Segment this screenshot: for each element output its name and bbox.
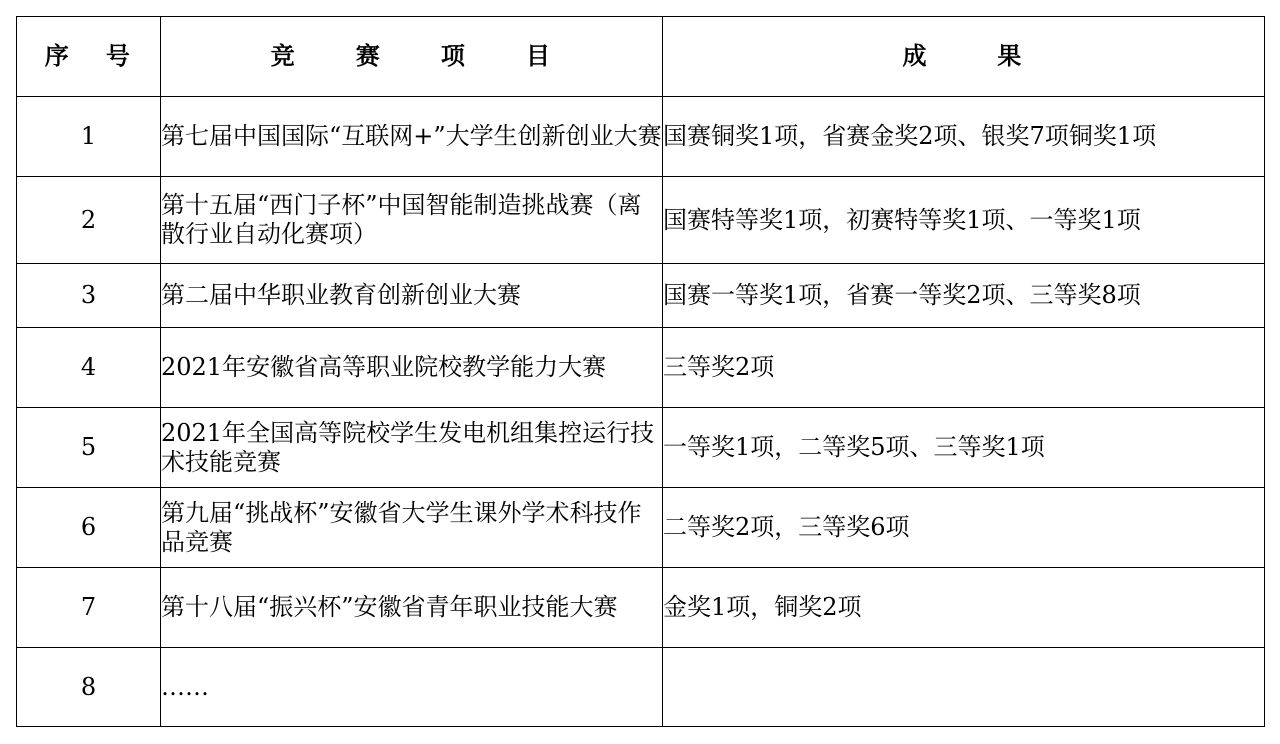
row-index: 1 xyxy=(17,97,161,177)
row-index: 3 xyxy=(17,264,161,328)
row-result: 金奖1项，铜奖2项 xyxy=(663,568,1265,648)
row-result xyxy=(663,648,1265,727)
row-project: 2021年全国高等院校学生发电机组集控运行技术技能竞赛 xyxy=(161,408,663,488)
competition-results-table xyxy=(16,16,1265,727)
table-row xyxy=(17,177,1265,264)
row-index: 7 xyxy=(17,568,161,648)
row-result: 国赛特等奖1项，初赛特等奖1项、一等奖1项 xyxy=(663,177,1265,264)
table-row xyxy=(17,264,1265,328)
row-result: 国赛一等奖1项，省赛一等奖2项、三等奖8项 xyxy=(663,264,1265,328)
row-result: 一等奖1项，二等奖5项、三等奖1项 xyxy=(663,408,1265,488)
row-index: 6 xyxy=(17,488,161,568)
row-index: 2 xyxy=(17,177,161,264)
table-row xyxy=(17,648,1265,727)
row-project: 2021年安徽省高等职业院校教学能力大赛 xyxy=(161,328,663,408)
header-result: 成 果 xyxy=(663,17,1265,97)
table-row xyxy=(17,328,1265,408)
header-index: 序 号 xyxy=(17,17,161,97)
table-row xyxy=(17,408,1265,488)
row-result: 国赛铜奖1项，省赛金奖2项、银奖7项铜奖1项 xyxy=(663,97,1265,177)
row-result: 二等奖2项，三等奖6项 xyxy=(663,488,1265,568)
header-project: 竞 赛 项 目 xyxy=(161,17,663,97)
row-project: 第十五届“西门子杯”中国智能制造挑战赛（离散行业自动化赛项） xyxy=(161,177,663,264)
row-project: 第七届中国国际“互联网+”大学生创新创业大赛 xyxy=(161,97,663,177)
row-project: 第九届“挑战杯”安徽省大学生课外学术科技作品竞赛 xyxy=(161,488,663,568)
table-row xyxy=(17,488,1265,568)
row-index: 8 xyxy=(17,648,161,727)
row-project: …… xyxy=(161,648,663,727)
row-project: 第十八届“振兴杯”安徽省青年职业技能大赛 xyxy=(161,568,663,648)
row-index: 4 xyxy=(17,328,161,408)
row-result: 三等奖2项 xyxy=(663,328,1265,408)
table-row xyxy=(17,97,1265,177)
row-index: 5 xyxy=(17,408,161,488)
table-header-row xyxy=(17,17,1265,97)
table-row xyxy=(17,568,1265,648)
row-project: 第二届中华职业教育创新创业大赛 xyxy=(161,264,663,328)
